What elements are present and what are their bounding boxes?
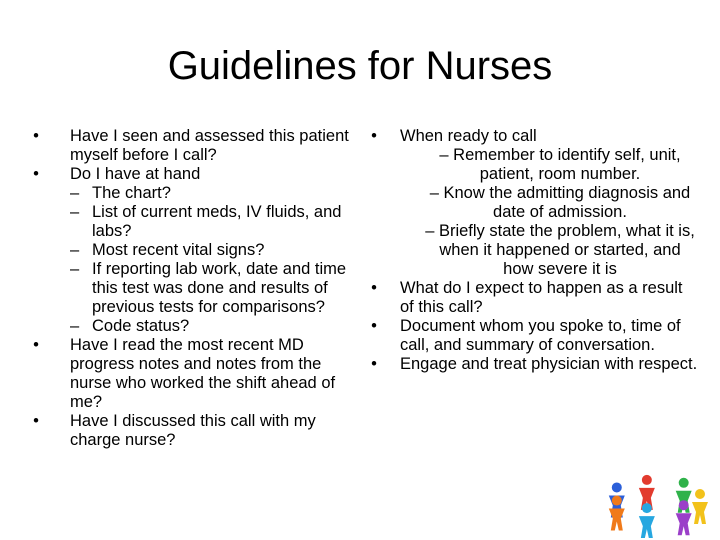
bullet-text: What do I expect to happen as a result of this call? [400, 279, 683, 316]
sub-bullet-text: Code status? [92, 317, 190, 335]
left-bullet-list [30, 127, 360, 450]
sub-bullet-item [400, 184, 698, 222]
bullet-item [30, 336, 360, 412]
bullet-item [368, 127, 698, 279]
dash-glyph: – [70, 260, 80, 278]
bullet-glyph: • [33, 165, 39, 183]
sub-bullet-item [400, 222, 698, 279]
sub-bullet-text: The chart? [92, 184, 171, 202]
clipart-person [692, 489, 708, 524]
bullet-glyph: • [371, 317, 377, 335]
bullet-text: Document whom you spoke to, time of call, and summary of conversation. [400, 317, 681, 354]
clipart-person [676, 500, 692, 535]
dash-glyph: – [70, 241, 80, 259]
bullet-item [368, 355, 698, 374]
sub-bullet-item [70, 203, 360, 241]
bullet-item [30, 412, 360, 450]
sub-bullet-item [400, 146, 698, 184]
bullet-glyph: • [371, 279, 377, 297]
sub-bullet-text: – Remember to identify self, unit, patient, room number. [439, 146, 681, 183]
sub-bullet-item [70, 260, 360, 317]
left-column [30, 127, 360, 450]
sub-bullet-list [70, 184, 360, 336]
sub-bullet-item [70, 184, 360, 203]
sub-bullet-text: Most recent vital signs? [92, 241, 265, 259]
sub-bullet-text: List of current meds, IV fluids, and labs? [92, 203, 342, 240]
sub-bullet-list [400, 146, 698, 279]
dash-glyph: – [70, 203, 80, 221]
bullet-item [30, 165, 360, 336]
dash-glyph: – [70, 317, 80, 335]
bullet-glyph: • [371, 355, 377, 373]
bullet-text: Have I seen and assessed this patient myself before I call? [70, 127, 349, 164]
bullet-text: Engage and treat physician with respect. [400, 355, 698, 373]
dash-glyph: – [70, 184, 80, 202]
bullet-glyph: • [33, 127, 39, 145]
sub-bullet-text: – Know the admitting diagnosis and date of admission. [429, 184, 691, 221]
sub-bullet-item [70, 241, 360, 260]
sub-bullet-item [70, 317, 360, 336]
bullet-glyph: • [371, 127, 377, 145]
slide-title: Guidelines for Nurses [167, 44, 553, 88]
sub-bullet-text: – Briefly state the problem, what it is, when it happened or started, and how severe it is [425, 222, 695, 278]
bullet-text: Have I read the most recent MD progress notes and notes from the nurse who worked the shift ahead of me? [70, 336, 336, 411]
bullet-text: Have I discussed this call with my charge nurse? [70, 412, 316, 449]
right-bullet-list [368, 127, 698, 374]
bullet-item [368, 279, 698, 317]
people-circle-clipart-icon [596, 458, 716, 538]
bullet-text: When ready to call [400, 127, 537, 145]
bullet-item [368, 317, 698, 355]
bullet-item [30, 127, 360, 165]
sub-bullet-text: If reporting lab work, date and time this test was done and results of previous tests for comparisons? [92, 260, 347, 316]
right-column [368, 127, 698, 374]
bullet-text: Do I have at hand [70, 165, 201, 183]
bullet-glyph: • [33, 412, 39, 430]
bullet-glyph: • [33, 336, 39, 354]
